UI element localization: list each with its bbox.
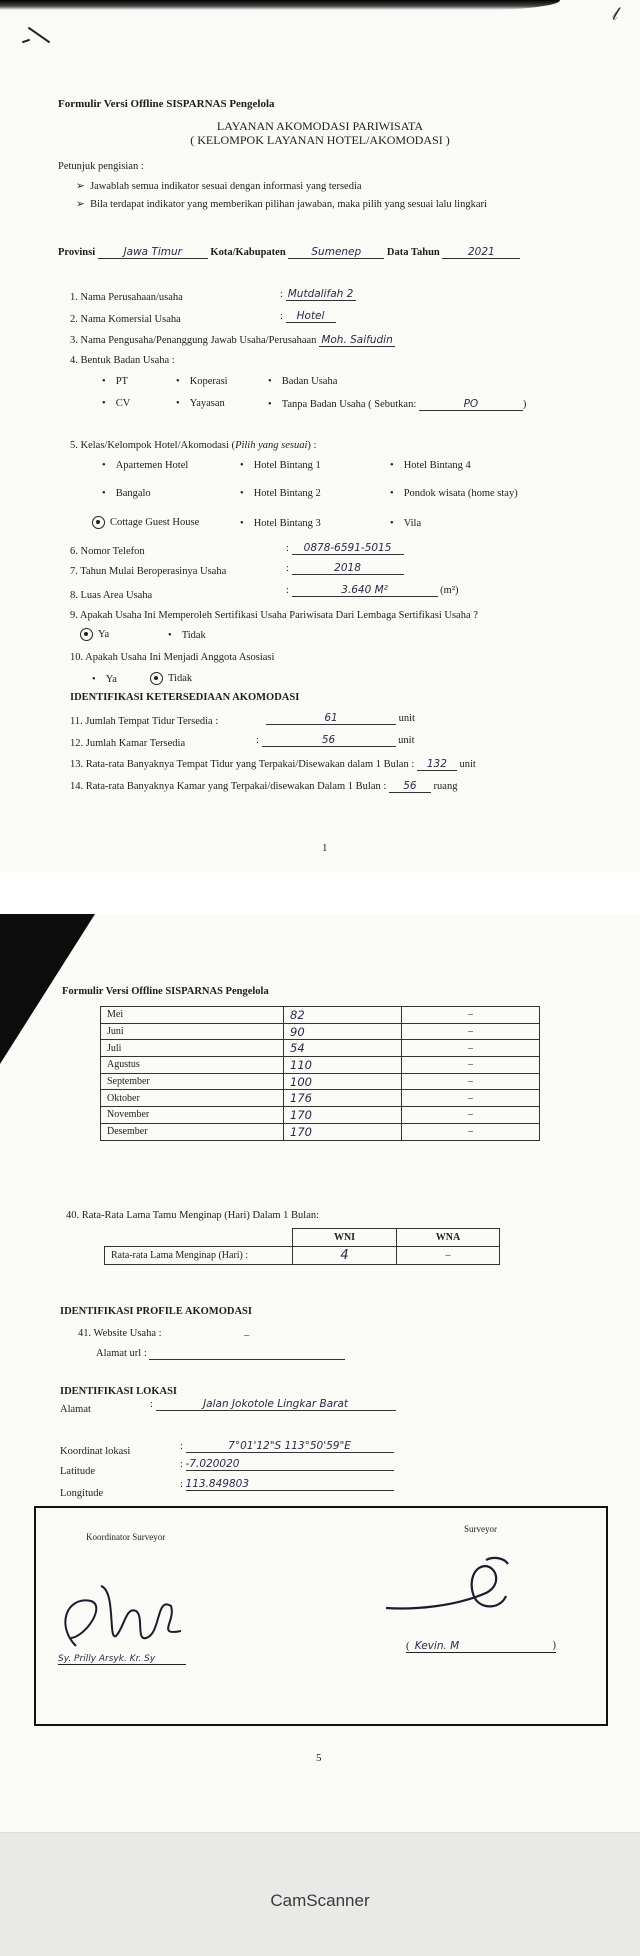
q5-option: • Hotel Bintang 2 <box>240 488 321 499</box>
q1-value: Mutdalifah 2 <box>286 288 356 301</box>
q4-option-other: • Tanpa Badan Usaha ( Sebutkan: PO ) <box>268 398 526 411</box>
instructions-title: Petunjuk pengisian : <box>58 161 144 172</box>
koordinator-label: Koordinator Surveyor <box>86 1532 166 1542</box>
selected-circle-icon <box>80 628 93 641</box>
q12-value-row: : 56 unit <box>256 734 415 746</box>
section-title: IDENTIFIKASI KETERSEDIAAN AKOMODASI <box>70 692 300 703</box>
form-title: Formulir Versi Offline SISPARNAS Pengelola <box>62 986 269 997</box>
q14-value: 56 <box>389 780 431 793</box>
dash-cell: – <box>402 1123 540 1140</box>
kota-value: Sumenep <box>288 246 384 259</box>
scanned-page-1 <box>0 0 640 872</box>
profile-section-title: IDENTIFIKASI PROFILE AKOMODASI <box>60 1306 252 1317</box>
dash-cell: – <box>402 1023 540 1040</box>
q10-label: 10. Apakah Usaha Ini Menjadi Anggota Asosiasi <box>70 652 275 663</box>
stay-wna-value: – <box>397 1247 500 1265</box>
q5-option: • Vila <box>390 518 421 529</box>
q4-option: • Koperasi <box>176 376 228 387</box>
q6-value: 0878-6591-5015 <box>292 542 404 555</box>
table-row <box>101 1107 540 1124</box>
koordinat-value: 7°01'12"S 113°50'59"E <box>186 1440 394 1453</box>
pen-stroke <box>28 27 50 44</box>
q13-row: 13. Rata-rata Banyaknya Tempat Tidur yang Terpakai/Disewakan dalam 1 Bulan : 132 unit <box>70 758 476 770</box>
table-row <box>101 1007 540 1024</box>
value-cell: 54 <box>284 1040 402 1057</box>
instruction-item: ➢ Jawablah semua indikator sesuai dengan informasi yang tersedia <box>76 181 362 192</box>
q7-label: 7. Tahun Mulai Beroperasinya Usaha <box>70 566 227 577</box>
month-cell: Juni <box>101 1023 284 1040</box>
tahun-value: 2021 <box>442 246 520 259</box>
table-row <box>101 1023 540 1040</box>
q3-value: Moh. Saifudin <box>319 334 395 347</box>
month-cell: Agustus <box>101 1057 284 1074</box>
form-subheading: ( KELOMPOK LAYANAN HOTEL/AKOMODASI ) <box>190 133 450 147</box>
q5-option: • Hotel Bintang 1 <box>240 460 321 471</box>
table-row <box>101 1090 540 1107</box>
month-cell: Oktober <box>101 1090 284 1107</box>
q4-label: 4. Bentuk Badan Usaha : <box>70 355 175 366</box>
signature-box <box>34 1506 608 1726</box>
value-cell: 170 <box>284 1107 402 1124</box>
dash-cell: – <box>402 1040 540 1057</box>
form-heading: LAYANAN AKOMODASI PARIWISATA <box>216 119 424 133</box>
dash-cell: – <box>402 1107 540 1124</box>
value-cell: 100 <box>284 1073 402 1090</box>
koordinat-label: Koordinat lokasi <box>60 1446 131 1457</box>
q41-label: 41. Website Usaha : <box>78 1328 162 1339</box>
q6-value-row: : 0878-6591-5015 <box>286 542 404 555</box>
dash-cell: – <box>402 1057 540 1074</box>
q8-value-row: : 3.640 M² (m²) <box>286 584 459 596</box>
q41-value: – <box>244 1330 250 1341</box>
surveyor-label: Surveyor <box>464 1524 497 1534</box>
q6-label: 6. Nomor Telefon <box>70 546 145 557</box>
latitude-value: -7.020020 <box>186 1458 394 1471</box>
koordinat-value-row: : 7°01'12"S 113°50'59"E <box>180 1440 394 1453</box>
q11-label: 11. Jumlah Tempat Tidur Tersedia : <box>70 716 219 727</box>
instruction-item: ➢ Bila terdapat indikator yang memberikan pilihan jawaban, maka pilih yang sesuai lalu lingkari <box>76 199 487 210</box>
alamat-url-row: Alamat url : <box>96 1348 345 1360</box>
month-cell: Desember <box>101 1123 284 1140</box>
month-cell: Juli <box>101 1040 284 1057</box>
q4-other-value: PO <box>419 398 523 411</box>
surveyor-signature <box>376 1538 526 1638</box>
stay-wni-value: 4 <box>293 1247 397 1265</box>
q14-row: 14. Rata-rata Banyaknya Kamar yang Terpakai/disewakan Dalam 1 Bulan : 56 ruang <box>70 780 458 792</box>
camscanner-label: CamScanner <box>270 1891 370 1910</box>
arrow-icon: ➢ <box>76 199 91 210</box>
q4-option: • Yayasan <box>176 398 225 409</box>
koordinator-signature <box>46 1566 216 1666</box>
q10-no-selected: Tidak <box>150 672 192 685</box>
selected-circle-icon <box>92 516 105 529</box>
q5-option: • Apartemen Hotel <box>102 460 188 471</box>
pen-stroke <box>22 39 30 44</box>
table-row <box>101 1057 540 1074</box>
alamat-value-row: : Jalan Jokotole Lingkar Barat <box>150 1398 396 1411</box>
q1-label: 1. Nama Perusahaan/usaha <box>70 292 183 303</box>
table-row <box>101 1040 540 1057</box>
month-cell: November <box>101 1107 284 1124</box>
page-gap <box>0 872 640 914</box>
surveyor-name: Kevin. M <box>414 1640 460 1652</box>
latitude-label: Latitude <box>60 1466 95 1477</box>
q5-label: 5. Kelas/Kelompok Hotel/Akomodasi (Pilih yang sesuai) : <box>70 440 317 451</box>
value-cell: 170 <box>284 1123 402 1140</box>
q11-value: 61 <box>266 712 396 725</box>
q12-value: 56 <box>262 734 396 747</box>
q2-value: Hotel <box>286 310 336 323</box>
q4-option: • CV <box>102 398 130 409</box>
pen-mark-icon: 𝓁 <box>612 4 618 24</box>
q8-label: 8. Luas Area Usaha <box>70 590 153 601</box>
q40-label: 40. Rata-Rata Lama Tamu Menginap (Hari) Dalam 1 Bulan: <box>66 1210 320 1221</box>
longitude-value: 113.849803 <box>186 1478 394 1491</box>
q4-option: • PT <box>102 376 128 387</box>
value-cell: 176 <box>284 1090 402 1107</box>
watermark-footer <box>0 1832 640 1956</box>
q7-value-row: : 2018 <box>286 562 404 575</box>
arrow-icon: ➢ <box>76 181 91 192</box>
alamat-label: Alamat <box>60 1404 91 1415</box>
scan-shadow <box>0 0 560 10</box>
q5-option-selected: Cottage Guest House <box>92 516 199 529</box>
q12-label: 12. Jumlah Kamar Tersedia <box>70 738 186 749</box>
dash-cell: – <box>402 1090 540 1107</box>
q1-value-row: : Mutdalifah 2 <box>280 288 356 301</box>
latitude-value-row: : -7.020020 <box>180 1458 394 1471</box>
longitude-label: Longitude <box>60 1488 104 1499</box>
q5-option: • Hotel Bintang 3 <box>240 518 321 529</box>
koordinator-name: Sy. Prilly Arsyk. Kr. Sy <box>58 1654 186 1665</box>
q4-option: • Badan Usaha <box>268 376 337 387</box>
length-of-stay-table <box>104 1228 500 1265</box>
value-cell: 82 <box>284 1007 402 1024</box>
stay-row-label: Rata-rata Lama Menginap (Hari) : <box>105 1247 293 1265</box>
q2-value-row: : Hotel <box>280 310 336 323</box>
scanned-page-2 <box>0 914 640 1832</box>
provinsi-value: Jawa Timur <box>98 246 208 259</box>
surveyor-name-row: ( Kevin. M ) <box>406 1640 556 1652</box>
q2-label: 2. Nama Komersial Usaha <box>70 314 181 325</box>
q9-label: 9. Apakah Usaha Ini Memperoleh Sertifikasi Usaha Pariwisata Dari Lembaga Sertifikasi Usaha ? <box>70 610 478 621</box>
q8-value: 3.640 M² <box>292 584 438 597</box>
alamat-value: Jalan Jokotole Lingkar Barat <box>156 1398 396 1411</box>
wna-header: WNA <box>397 1229 500 1247</box>
table-row <box>101 1073 540 1090</box>
lokasi-section-title: IDENTIFIKASI LOKASI <box>60 1386 177 1397</box>
value-cell: 110 <box>284 1057 402 1074</box>
q5-option: • Pondok wisata (home stay) <box>390 488 518 499</box>
provinsi-row: Provinsi Jawa Timur Kota/Kabupaten Sumenep Data Tahun 2021 <box>58 246 520 259</box>
form-title: Formulir Versi Offline SISPARNAS Pengelola <box>58 98 275 110</box>
longitude-value-row: : 113.849803 <box>180 1478 394 1491</box>
q3-row: 3. Nama Pengusaha/Penanggung Jawab Usaha/Perusahaan Moh. Saifudin <box>70 334 395 347</box>
page-number: 5 <box>316 1752 322 1764</box>
month-cell: September <box>101 1073 284 1090</box>
wni-header: WNI <box>293 1229 397 1247</box>
q5-option: • Bangalo <box>102 488 151 499</box>
q11-value-row: 61 unit <box>266 712 415 725</box>
q13-value: 132 <box>417 758 457 771</box>
month-cell: Mei <box>101 1007 284 1024</box>
q10-yes: • Ya <box>92 674 117 685</box>
dash-cell: – <box>402 1073 540 1090</box>
q5-option: • Hotel Bintang 4 <box>390 460 471 471</box>
q7-value: 2018 <box>292 562 404 575</box>
dash-cell: – <box>402 1007 540 1024</box>
table-row <box>101 1123 540 1140</box>
page-number: 1 <box>322 842 328 854</box>
q9-yes-selected: Ya <box>80 628 109 641</box>
q9-no: • Tidak <box>168 630 206 641</box>
selected-circle-icon <box>150 672 163 685</box>
value-cell: 90 <box>284 1023 402 1040</box>
monthly-occupancy-table <box>100 1006 540 1141</box>
